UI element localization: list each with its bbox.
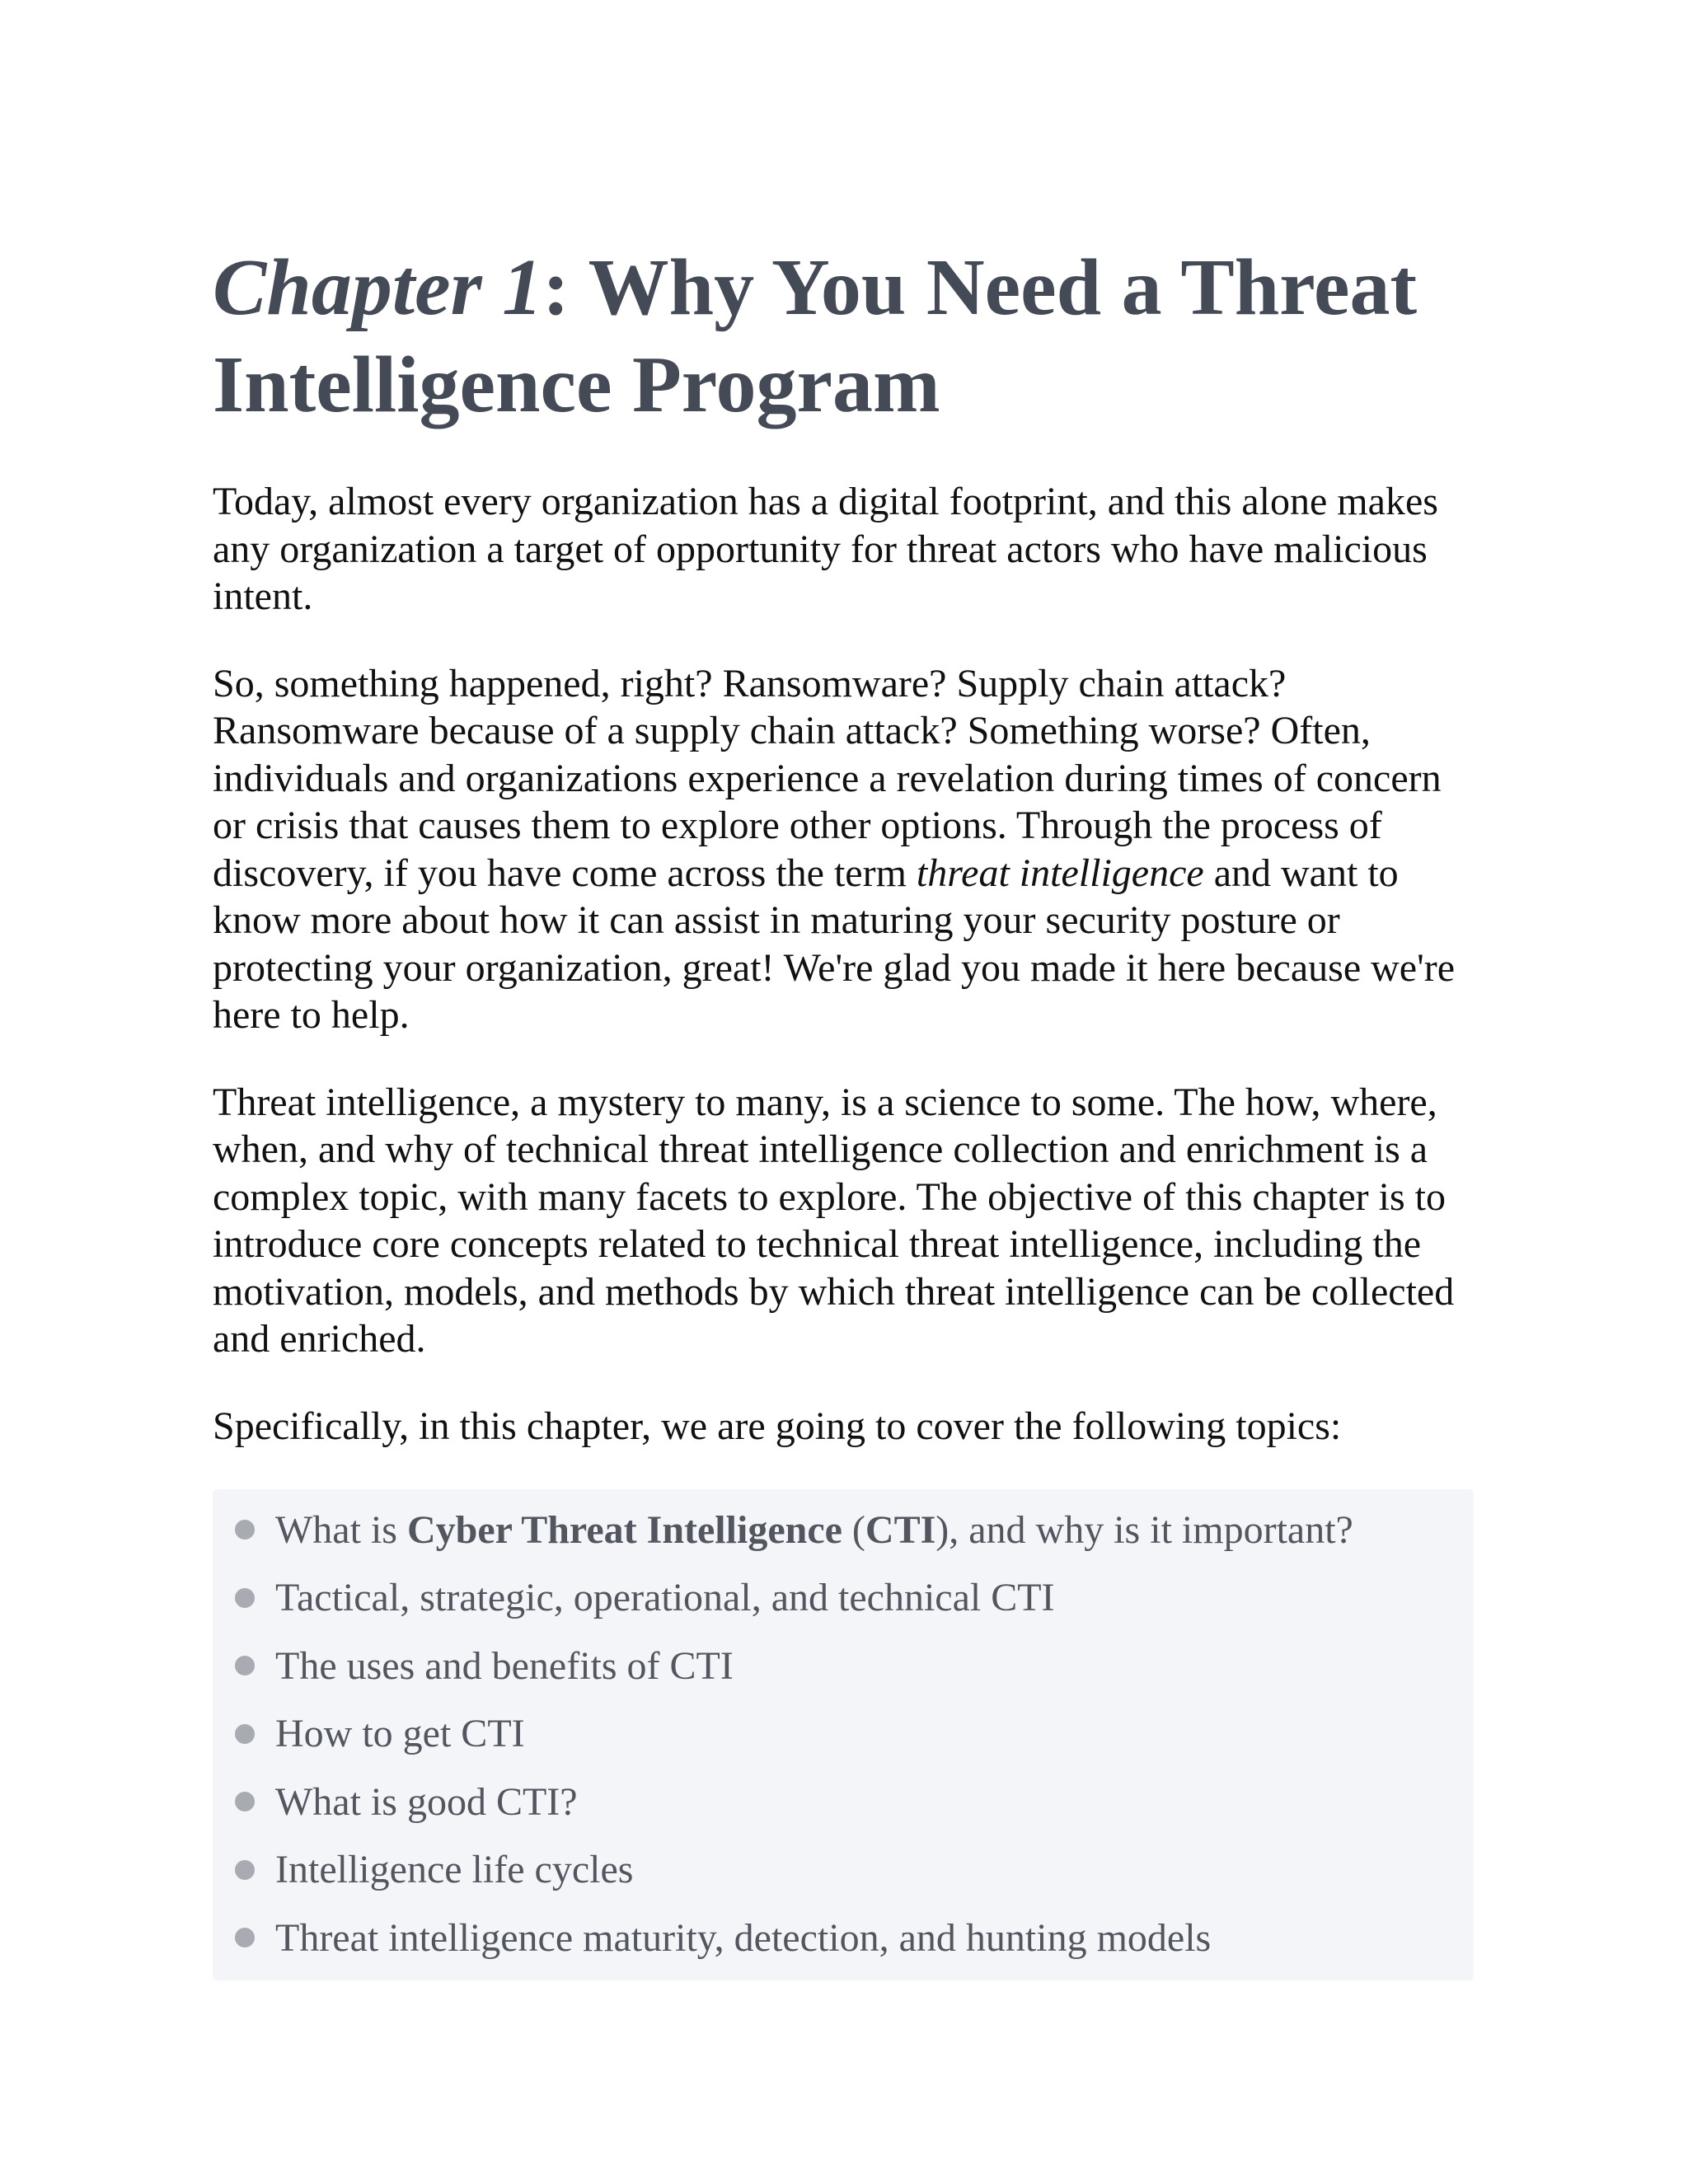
topic-text: How to get CTI bbox=[275, 1712, 525, 1756]
threat-intelligence-paragraph: Threat intelligence, a mystery to many, is a science to some. The how, where, when, and why of technical threat intelligence collection and enrichment is a complex topic, with many facets to explore. The objective of this chapter is to introduce core concepts related to technical threat intelligence, including the motivation, models, and methods by which threat intelligence can be collected and enriched. bbox=[213, 1080, 1455, 1361]
bullet-icon bbox=[235, 1656, 255, 1675]
italic-term: threat intelligence bbox=[916, 851, 1204, 895]
bullet-icon bbox=[235, 1724, 255, 1744]
topic-text: What is good CTI? bbox=[275, 1779, 578, 1824]
topic-paren-open: ( bbox=[842, 1507, 865, 1552]
bullet-icon bbox=[235, 1792, 255, 1811]
topic-text: Tactical, strategic, operational, and technical CTI bbox=[275, 1576, 1055, 1620]
bullet-icon bbox=[235, 1588, 255, 1608]
topic-text: Intelligence life cycles bbox=[275, 1848, 634, 1892]
bullet-icon bbox=[235, 1860, 255, 1880]
document-page bbox=[213, 239, 1474, 1980]
list-item bbox=[213, 1700, 1474, 1769]
topics-intro-paragraph: Specifically, in this chapter, we are going to cover the following topics: bbox=[213, 1404, 1342, 1448]
intro-paragraph: Today, almost every organization has a digital footprint, and this alone makes any organization a target of opportunity for threat actors who have malicious intent. bbox=[213, 480, 1438, 618]
list-item bbox=[213, 1496, 1474, 1564]
topic-prefix: What is bbox=[275, 1507, 407, 1552]
topic-suffix: ), and why is it important? bbox=[935, 1507, 1353, 1552]
chapter-title-text: : Why You Need a Threat Intelligence Program bbox=[213, 243, 1418, 429]
list-item bbox=[213, 1768, 1474, 1836]
list-item bbox=[213, 1632, 1474, 1700]
topic-text: Threat intelligence maturity, detection, and hunting models bbox=[275, 1915, 1212, 1960]
topic-text: The uses and benefits of CTI bbox=[275, 1643, 734, 1688]
paragraph-text-after: and want to know more about how it can assist in maturing your security posture or protecting your organization, great! We're glad you made it here because we're here to help. bbox=[213, 851, 1456, 1037]
chapter-label: Chapter 1 bbox=[213, 243, 543, 332]
list-item bbox=[213, 1836, 1474, 1905]
chapter-title bbox=[213, 239, 1474, 434]
something-happened-paragraph bbox=[213, 660, 1474, 1039]
topic-bold-term: Cyber Threat Intelligence bbox=[406, 1507, 842, 1552]
list-item bbox=[213, 1564, 1474, 1633]
topic-text bbox=[275, 1507, 1353, 1553]
list-item bbox=[213, 1904, 1474, 1972]
paragraph-text-before: So, something happened, right? Ransomware? Supply chain attack? Ransomware because of a supply chain attack? Something worse? Often, individuals and organizations experience a revelation during times of concern or crisis that causes them to explore other options. Through the process of discovery, if you have come across the term bbox=[213, 661, 1442, 895]
topic-bold-acronym: CTI bbox=[865, 1507, 936, 1552]
topics-list bbox=[213, 1489, 1474, 1980]
bullet-icon bbox=[235, 1928, 255, 1947]
bullet-icon bbox=[235, 1520, 255, 1540]
